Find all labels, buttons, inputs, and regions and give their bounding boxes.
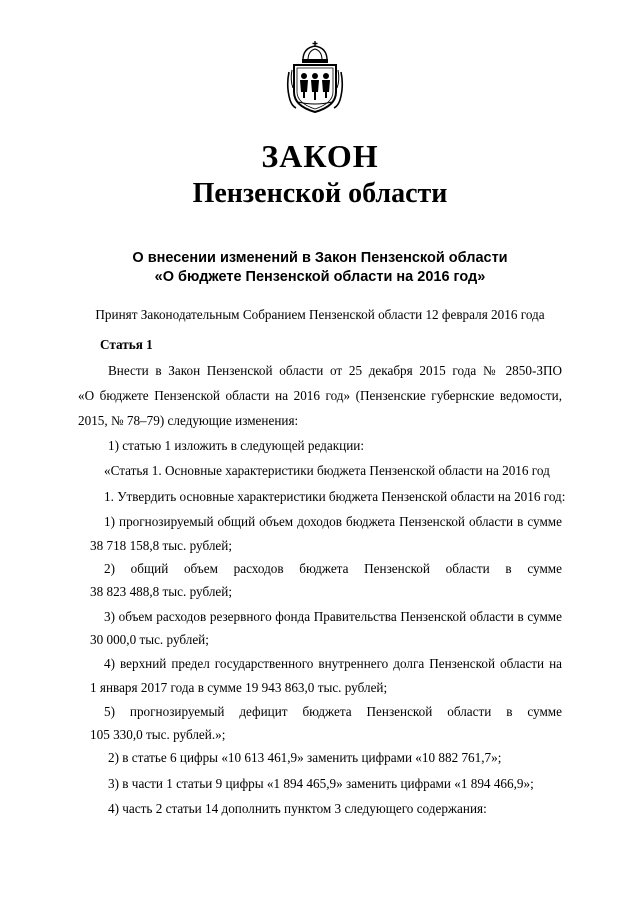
subpoint-line: 3) объем расходов резервного фонда Правительства Пензенской области в сумме [104,609,562,624]
list-item: 3) в части 1 статьи 9 цифры «1 894 465,9» заменить цифрами «1 894 466,9»; [108,776,534,791]
coat-of-arms-emblem [286,40,344,116]
document-title: ЗАКОН [261,138,379,174]
document-subtitle: Пензенской области [192,178,448,209]
subpoint-line: 38 718 158,8 тыс. рублей; [90,538,232,553]
article-heading: Статья 1 [100,337,153,352]
adoption-statement: Принят Законодательным Собранием Пензенской области 12 февраля 2016 года [95,307,545,322]
law-subject-line-2: «О бюджете Пензенской области на 2016 год» [154,269,486,285]
paragraph-line: «О бюджете Пензенской области на 2016 год» (Пензенские губернские ведомости, [78,388,562,403]
subpoint-line: 1 января 2017 года в сумме 19 943 863,0 тыс. рублей; [90,680,388,695]
subpoint-line: 5) прогнозируемый дефицит бюджета Пензенской области в сумме [104,704,562,719]
list-item: 4) часть 2 статьи 14 дополнить пунктом 3 следующего содержания: [108,801,487,816]
subpoint-line: 38 823 488,8 тыс. рублей; [90,584,232,599]
quoted-article-title: «Статья 1. Основные характеристики бюджета Пензенской области на 2016 год [104,463,550,478]
subpoint-line: 1) прогнозируемый общий объем доходов бюджета Пензенской области в сумме [104,514,562,529]
paragraph-line: 2015, № 78–79) следующие изменения: [78,413,299,428]
subpoint-line: 105 330,0 тыс. рублей.»; [90,727,226,742]
paragraph-line: Внести в Закон Пензенской области от 25 декабря 2015 года № 2850-ЗПО [108,363,562,378]
point-heading: 1. Утвердить основные характеристики бюджета Пензенской области на 2016 год: [104,489,566,504]
subpoint-line: 2) общий объем расходов бюджета Пензенской области в сумме [104,561,562,576]
list-item: 1) статью 1 изложить в следующей редакции: [108,438,364,453]
subpoint-line: 4) верхний предел государственного внутреннего долга Пензенской области на [104,656,562,671]
law-subject-line-1: О внесении изменений в Закон Пензенской области [132,250,508,266]
subpoint-line: 30 000,0 тыс. рублей; [90,632,209,647]
list-item: 2) в статье 6 цифры «10 613 461,9» заменить цифрами «10 882 761,7»; [108,750,502,765]
